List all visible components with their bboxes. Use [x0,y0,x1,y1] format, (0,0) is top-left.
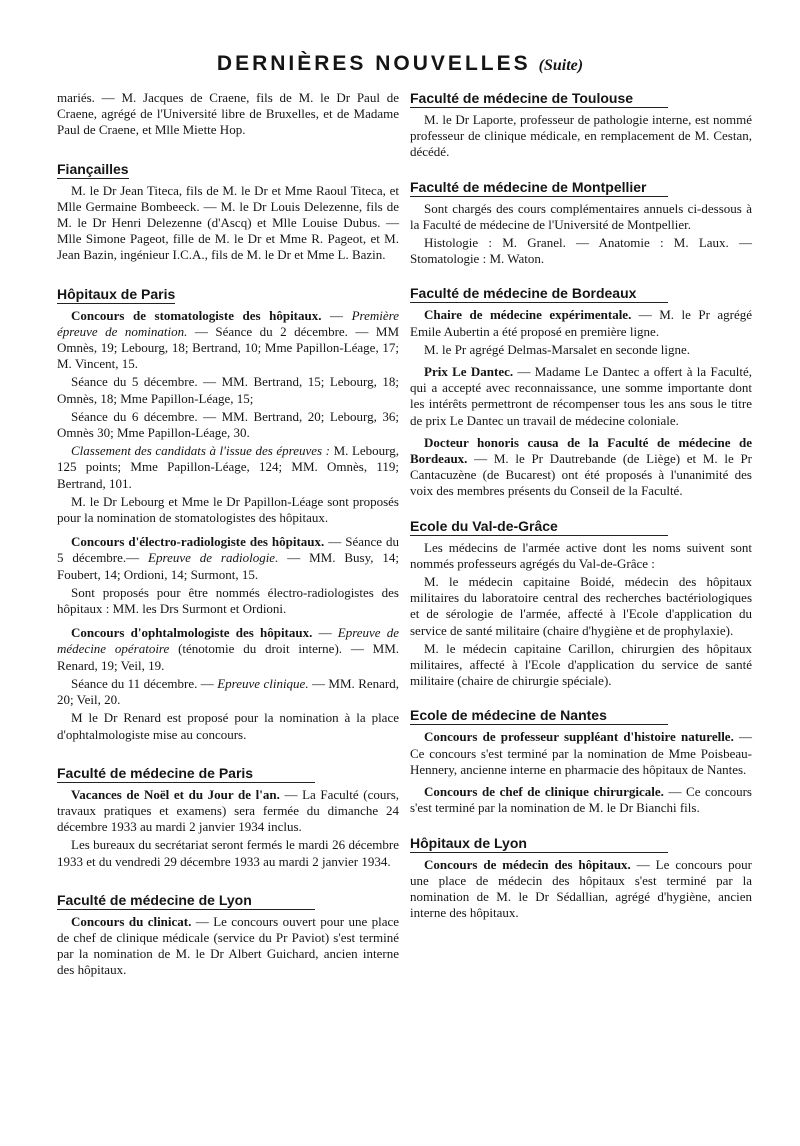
stomato-text: — Séance du 2 décembre. — MM Omnès, 19; Lebourg, 18; Bertrand, 10; Mme Papillon-Léage, 17; M. Vincent, 15. [57,323,400,372]
fiancailles-header: Fiançailles [57,160,129,177]
bordeaux-section [410,285,752,499]
hopitaux-lyon-lead: Concours de médecin des hôpitaux. [424,856,631,872]
electro-text: — MM. Busy, 14; Foubert, 14; Ordioni, 14; Surmont, 15. [57,550,400,582]
hopitaux-lyon-paragraph [410,857,752,922]
seance6-paragraph: Séance du 6 décembre. — MM. Bertrand, 20; Lebourg, 36; Omnès 30; Mme Papillon-Léage, 30. [57,408,399,441]
faculte-lyon-section [57,892,399,979]
seance11-paragraph [57,676,399,708]
nantes-prof-text: — Ce concours s'est terminé par la nomination de Mme Poisbeau-Hennery, ancienne interne en pharmacie des hôpitaux de Nantes. [410,729,752,777]
seance11-italic: Epreuve clinique. [217,675,309,691]
electro-paragraph [57,534,399,583]
clinicat-text: — Le concours ouvert pour une place de chef de clinique médicale (service du Pr Paviot) s'est terminé par la nomination de M. le Dr Albert Guichard, ancien interne des hôpitaux. [57,913,400,978]
vacances-lead: Vacances de Noël et du Jour de l'an. [71,786,280,802]
right-column [410,90,752,935]
docteur-text: — M. le Pr Dautrebande (de Liège) et M. le Pr Cantacuzène (de Bucarest) ont été proposés à l'unanimité des voix des membres présents du Conseil de la Faculté. [410,451,753,499]
vacances-paragraph [57,787,399,836]
stomato-italic: Première épreuve de nomination. [57,307,399,339]
docteur-paragraph [410,435,752,500]
chaire-paragraph [410,307,752,339]
stomato-paragraph: Concours de stomatologiste des hôpitaux. — Première épreuve de nomination. — Séance du 2 décembre. — MM Omnès, 19; Lebourg, 18; Bertrand, 10; Mme Papillon-Léage, 17; M. Vincent, 15. [57,307,400,372]
fiancailles-text: M. le Dr Jean Titeca, fils de M. le Dr et Mme Raoul Titeca, et Mlle Germaine Bombeeck. — M. le Dr Louis Delezenne, fils de M. le Dr Henri Delezenne (d'Ascq) et Mlle Louise Dubus. — Mlle Simone Pageot, fille de M. le Dr et Mme R. Pageot, et M. Jean Bazin, ingénieur I.C.A., fils de M. le Dr et Mme L. Bazin. [57,182,399,263]
ophtalmo-paragraph [57,625,399,674]
hopitaux-lyon-text: — Le concours pour une place de médecin des hôpitaux s'est terminé par la nomination de M. le Dr Sédallian, agrégé d'hygiène, ancien interne des hôpitaux. [410,856,753,921]
nantes-chef-lead: Concours de chef de clinique chirurgicale. [424,784,664,800]
dantec-paragraph [410,364,752,429]
nantes-header: Ecole de médecine de Nantes [410,707,668,725]
seance11-text: — MM. Renard, 20; Veil, 20. [57,675,399,708]
valdegrace-header: Ecole du Val-de-Grâce [410,518,668,536]
boide-paragraph: M. le médecin capitaine Boidé, médecin des hôpitaux militaires du laboratoire central des recherches bactériologiques et de sérologie de l'armée, affecté à l'Ecole d'application du service de santé militaire (chaire d'hygiène et de prophylaxie). [410,574,752,638]
chaire-lead: Chaire de médecine expérimentale. [424,307,632,323]
renard-paragraph: M le Dr Renard est proposé pour la nomination à la place d'ophtalmologiste mise au concours. [57,710,399,742]
faculte-paris-section [57,765,399,870]
electro-lead: Concours d'électro-radiologiste des hôpitaux. [71,534,325,550]
ophtalmo-text: (ténotomie du droit interne). — MM. Renard, 19; Veil, 19. [57,641,399,673]
left-column [57,90,399,993]
montpellier-list: Histologie : M. Granel. — Anatomie : M. Laux. — Stomatologie : M. Waton. [410,235,752,267]
vacances-text: — La Faculté (cours, travaux pratiques et examens) sera fermée du dimanche 24 décembre 1933 au mardi 2 janvier 1934 inclus. [57,786,400,835]
fiancailles-section [57,161,399,264]
nantes-section [410,707,752,816]
continuation-text: mariés. — M. Jacques de Craene, fils de M. le Dr Paul de Craene, agrégé de l'Université libre de Bruxelles, et de Madame Paul de Craene, et Mlle Miette Hop. [57,90,399,138]
dantec-lead: Prix Le Dantec. [424,364,514,380]
faculte-paris-header: Faculté de médecine de Paris [57,765,315,783]
clinicat-lead: Concours du clinicat. [71,913,192,929]
page-title [0,52,800,76]
clinicat-paragraph [57,914,399,979]
hopitaux-paris-section [57,286,399,743]
page-title-text: DERNIÈRES NOUVELLES [216,52,531,75]
page-title-suffix: (Suite) [538,57,584,74]
classement-paragraph [57,443,399,492]
valdegrace-text: Les médecins de l'armée active dont les noms suivent sont nommés professeurs agrégés du Val-de-Grâce : [410,539,752,571]
faculte-lyon-header: Faculté de médecine de Lyon [57,892,315,910]
nantes-chef-text: — Ce concours s'est terminé par la nomination de M. le Dr Bianchi fils. [410,784,752,816]
montpellier-header: Faculté de médecine de Montpellier [410,179,668,197]
valdegrace-section [410,518,752,690]
ophtalmo-italic: Epreuve de médecine opératoire [57,625,400,657]
chaire-text: — M. le Pr agrégé Emile Aubertin a été proposé en première ligne. [410,307,753,339]
bureaux-paragraph: Les bureaux du secrétariat seront fermés le mardi 26 décembre 1933 et du vendredi 29 décembre 1933 au mardi 2 janvier 1934. [57,837,399,869]
bordeaux-header: Faculté de médecine de Bordeaux [410,285,668,303]
toulouse-header: Faculté de médecine de Toulouse [410,90,668,108]
ophtalmo-pre: — [318,625,332,641]
stomato-nomination: M. le Dr Lebourg et Mme le Dr Papillon-Léage sont proposés pour la nomination de stomatologistes des hôpitaux. [57,493,399,526]
chaire-second: M. le Pr agrégé Delmas-Marsalet en seconde ligne. [424,341,691,357]
electro-italic: Epreuve de radiologie. [148,550,279,566]
docteur-lead: Docteur honoris causa de la Faculté de médecine de Bordeaux. [410,434,752,467]
seance5-paragraph: Séance du 5 décembre. — MM. Bertrand, 15; Lebourg, 18; Omnès, 18; Mme Papillon-Léage, 15; [57,374,399,406]
hopitaux-lyon-header: Hôpitaux de Lyon [410,835,668,853]
electro-nomination: Sont proposés pour être nommés électro-radiologistes des hôpitaux : MM. les Drs Surmont et Ordioni. [57,584,399,617]
classement-text: M. Lebourg, 125 points; Mme Papillon-Léage, 124; MM. Omnès, 119; Bertrand, 101. [57,443,400,491]
dantec-text: — Madame Le Dantec a offert à la Faculté, qui a accepté avec reconnaissance, une somme importante dont les intérêts permettront de récompenser tous les ans sous le titre de prix Le Dantec un travail de médecine coloniale. [410,364,752,428]
nantes-prof-lead: Concours de professeur suppléant d'histoire naturelle. [424,729,734,745]
hopitaux-lyon-section [410,835,752,922]
hopitaux-paris-header: Hôpitaux de Paris [57,285,176,302]
nantes-chef-paragraph [410,784,752,816]
ophtalmo-lead: Concours d'ophtalmologiste des hôpitaux. [71,625,313,641]
montpellier-text: Sont chargés des cours complémentaires annuels ci-dessous à la Faculté de médecine de l'Université de Montpellier. [410,200,752,232]
stomato-lead: Concours de stomatologiste des hôpitaux. [71,307,322,323]
carillon-paragraph: M. le médecin capitaine Carillon, chirurgien des hôpitaux militaires, affecté à l'Ecole d'application du service de santé militaire (chaire de chirurgie spéciale). [410,640,752,689]
toulouse-text: M. le Dr Laporte, professeur de pathologie interne, est nommé professeur de clinique médicale, en remplacement de M. Cestan, décédé. [410,112,752,160]
electro-pre: — Séance du 5 décembre.— [57,534,400,566]
toulouse-section [410,90,752,161]
nantes-prof-paragraph [410,729,752,778]
montpellier-section [410,179,752,268]
continuation-section [57,90,399,139]
classement-italic: Classement des candidats à l'issue des épreuves : [71,443,331,459]
seance11-pre: Séance du 11 décembre. — [71,675,214,691]
